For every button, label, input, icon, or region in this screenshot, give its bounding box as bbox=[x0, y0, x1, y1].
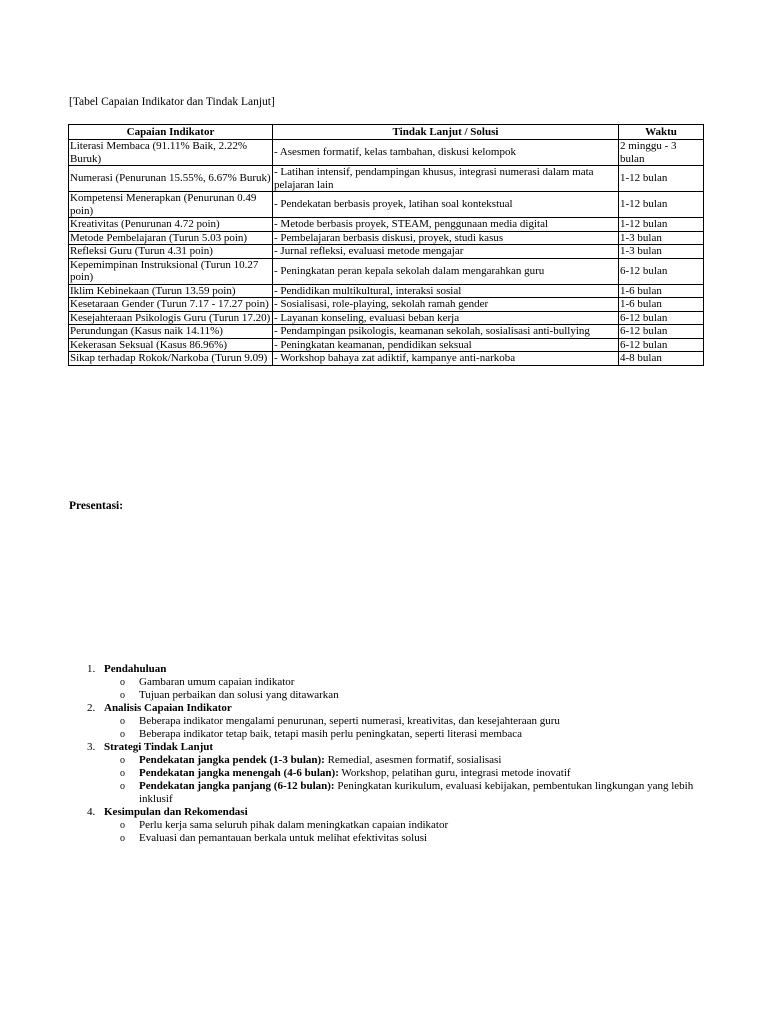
section-number: 3. bbox=[87, 741, 96, 753]
cell-tindak-lanjut: - Pendampingan psikologis, keamanan sekolah, sosialisasi anti-bullying bbox=[273, 325, 619, 339]
cell-tindak-lanjut: - Metode berbasis proyek, STEAM, penggunaan media digital bbox=[273, 218, 619, 232]
outline-section bbox=[69, 663, 709, 702]
cell-tindak-lanjut: - Sosialisasi, role-playing, sekolah ramah gender bbox=[273, 298, 619, 312]
cell-capaian: Numerasi (Penurunan 15.55%, 6.67% Buruk) bbox=[69, 166, 273, 192]
section-items bbox=[104, 819, 709, 845]
cell-waktu: 1-3 bulan bbox=[619, 231, 704, 245]
cell-tindak-lanjut: - Pendekatan berbasis proyek, latihan soal kontekstual bbox=[273, 192, 619, 218]
table-row bbox=[69, 352, 704, 366]
header-waktu: Waktu bbox=[619, 125, 704, 140]
cell-waktu: 1-6 bulan bbox=[619, 298, 704, 312]
cell-waktu: 2 minggu - 3 bulan bbox=[619, 140, 704, 166]
table-row bbox=[69, 325, 704, 339]
cell-capaian: Refleksi Guru (Turun 4.31 poin) bbox=[69, 245, 273, 259]
circle-bullet-icon: o bbox=[120, 755, 125, 766]
cell-capaian: Kekerasan Seksual (Kasus 86.96%) bbox=[69, 338, 273, 352]
table-row bbox=[69, 140, 704, 166]
section-number: 1. bbox=[87, 663, 96, 675]
cell-waktu: 6-12 bulan bbox=[619, 258, 704, 284]
table-row bbox=[69, 311, 704, 325]
list-item bbox=[104, 819, 709, 832]
cell-waktu: 4-8 bulan bbox=[619, 352, 704, 366]
table-row bbox=[69, 338, 704, 352]
section-title: Kesimpulan dan Rekomendasi bbox=[104, 806, 248, 818]
cell-capaian: Kreativitas (Penurunan 4.72 poin) bbox=[69, 218, 273, 232]
cell-capaian: Sikap terhadap Rokok/Narkoba (Turun 9.09) bbox=[69, 352, 273, 366]
table-row bbox=[69, 258, 704, 284]
presentation-outline bbox=[69, 663, 709, 845]
cell-waktu: 1-12 bulan bbox=[619, 166, 704, 192]
circle-bullet-icon: o bbox=[120, 677, 125, 688]
cell-capaian: Kompetensi Menerapkan (Penurunan 0.49 poin) bbox=[69, 192, 273, 218]
cell-tindak-lanjut: - Workshop bahaya zat adiktif, kampanye anti-narkoba bbox=[273, 352, 619, 366]
circle-bullet-icon: o bbox=[120, 781, 125, 792]
presentation-heading: Presentasi: bbox=[69, 500, 124, 512]
section-items bbox=[104, 715, 709, 741]
cell-waktu: 1-12 bulan bbox=[619, 192, 704, 218]
list-item bbox=[104, 832, 709, 845]
item-text: Beberapa indikator tetap baik, tetapi masih perlu peningkatan, seperti literasi membaca bbox=[139, 728, 523, 740]
item-label: Pendekatan jangka menengah (4-6 bulan): bbox=[139, 767, 339, 779]
list-item bbox=[104, 689, 709, 702]
list-item bbox=[104, 754, 709, 767]
cell-capaian: Kesejahteraan Psikologis Guru (Turun 17.20) bbox=[69, 311, 273, 325]
item-text: Gambaran umum capaian indikator bbox=[139, 676, 295, 688]
cell-tindak-lanjut: - Pendidikan multikultural, interaksi sosial bbox=[273, 284, 619, 298]
item-text: Tujuan perbaikan dan solusi yang ditawarkan bbox=[139, 689, 339, 701]
item-text: Remedial, asesmen formatif, sosialisasi bbox=[324, 754, 502, 766]
table-caption: [Tabel Capaian Indikator dan Tindak Lanjut] bbox=[69, 96, 275, 108]
cell-waktu: 6-12 bulan bbox=[619, 338, 704, 352]
header-tindak-lanjut: Tindak Lanjut / Solusi bbox=[273, 125, 619, 140]
list-item bbox=[104, 715, 709, 728]
circle-bullet-icon: o bbox=[120, 768, 125, 779]
section-title: Pendahuluan bbox=[104, 663, 167, 675]
cell-tindak-lanjut: - Layanan konseling, evaluasi beban kerja bbox=[273, 311, 619, 325]
cell-tindak-lanjut: - Peningkatan peran kepala sekolah dalam mengarahkan guru bbox=[273, 258, 619, 284]
section-items bbox=[104, 676, 709, 702]
cell-tindak-lanjut: - Pembelajaran berbasis diskusi, proyek, studi kasus bbox=[273, 231, 619, 245]
cell-capaian: Metode Pembelajaran (Turun 5.03 poin) bbox=[69, 231, 273, 245]
table-row bbox=[69, 231, 704, 245]
circle-bullet-icon: o bbox=[120, 729, 125, 740]
header-capaian-indikator: Capaian Indikator bbox=[69, 125, 273, 140]
item-text: Peningkatan kurikulum, evaluasi kebijakan, pembentukan lingkungan yang lebih inklusif bbox=[139, 780, 694, 805]
cell-waktu: 1-3 bulan bbox=[619, 245, 704, 259]
item-label: Pendekatan jangka pendek (1-3 bulan): bbox=[139, 754, 325, 766]
table-row bbox=[69, 298, 704, 312]
cell-tindak-lanjut: - Jurnal refleksi, evaluasi metode mengajar bbox=[273, 245, 619, 259]
item-text: Workshop, pelatihan guru, integrasi metode inovatif bbox=[338, 767, 571, 779]
table-row bbox=[69, 166, 704, 192]
section-title: Strategi Tindak Lanjut bbox=[104, 741, 214, 753]
cell-capaian: Iklim Kebinekaan (Turun 13.59 poin) bbox=[69, 284, 273, 298]
cell-tindak-lanjut: - Peningkatan keamanan, pendidikan seksual bbox=[273, 338, 619, 352]
table-row bbox=[69, 218, 704, 232]
table-header-row bbox=[69, 125, 704, 140]
outline-section bbox=[69, 741, 709, 806]
cell-capaian: Kesetaraan Gender (Turun 7.17 - 17.27 poin) bbox=[69, 298, 273, 312]
outline-section bbox=[69, 702, 709, 741]
table-row bbox=[69, 192, 704, 218]
section-number: 2. bbox=[87, 702, 96, 714]
list-item bbox=[104, 767, 709, 780]
item-label: Pendekatan jangka panjang (6-12 bulan): bbox=[139, 780, 335, 792]
list-item bbox=[104, 676, 709, 689]
cell-waktu: 6-12 bulan bbox=[619, 325, 704, 339]
circle-bullet-icon: o bbox=[120, 690, 125, 701]
cell-capaian: Perundungan (Kasus naik 14.11%) bbox=[69, 325, 273, 339]
indicator-table bbox=[68, 124, 704, 366]
cell-waktu: 6-12 bulan bbox=[619, 311, 704, 325]
section-title: Analisis Capaian Indikator bbox=[104, 702, 232, 714]
cell-tindak-lanjut: - Asesmen formatif, kelas tambahan, diskusi kelompok bbox=[273, 140, 619, 166]
cell-tindak-lanjut: - Latihan intensif, pendampingan khusus, integrasi numerasi dalam mata pelajaran lain bbox=[273, 166, 619, 192]
item-text: Evaluasi dan pemantauan berkala untuk melihat efektivitas solusi bbox=[139, 832, 428, 844]
circle-bullet-icon: o bbox=[120, 716, 125, 727]
list-item bbox=[104, 780, 709, 806]
cell-capaian: Kepemimpinan Instruksional (Turun 10.27 poin) bbox=[69, 258, 273, 284]
cell-waktu: 1-12 bulan bbox=[619, 218, 704, 232]
cell-capaian: Literasi Membaca (91.11% Baik, 2.22% Buruk) bbox=[69, 140, 273, 166]
circle-bullet-icon: o bbox=[120, 833, 125, 844]
section-items bbox=[104, 754, 709, 806]
circle-bullet-icon: o bbox=[120, 820, 125, 831]
item-text: Perlu kerja sama seluruh pihak dalam meningkatkan capaian indikator bbox=[139, 819, 449, 831]
outline-section bbox=[69, 806, 709, 845]
item-text: Beberapa indikator mengalami penurunan, seperti numerasi, kreativitas, dan kesejahteraan guru bbox=[139, 715, 560, 727]
list-item bbox=[104, 728, 709, 741]
section-number: 4. bbox=[87, 806, 96, 818]
cell-waktu: 1-6 bulan bbox=[619, 284, 704, 298]
table-row bbox=[69, 284, 704, 298]
table-row bbox=[69, 245, 704, 259]
